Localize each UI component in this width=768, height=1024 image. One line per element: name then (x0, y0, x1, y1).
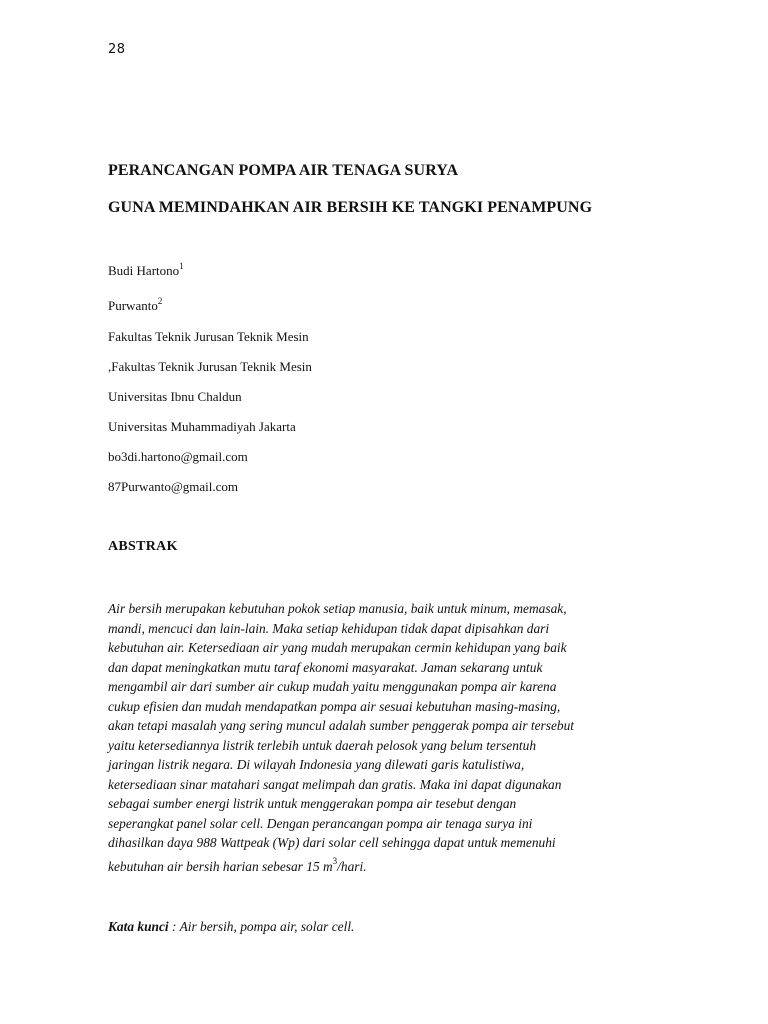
abstract-line: ketersediaan sinar matahari sangat melimpah dan gratis. Maka ini dapat digunakan (108, 776, 562, 792)
author-email-2: 87Purwanto@gmail.com (108, 479, 239, 494)
author-superscript: 1 (179, 261, 184, 271)
abstract-text: /hari. (337, 858, 367, 874)
abstract-line: jaringan listrik negara. Di wilayah Indonesia yang dilewati garis katulistiwa, (108, 757, 525, 772)
abstract-line: sebagai sumber energi listrik untuk menggerakan pompa air tesebut dengan (108, 796, 517, 811)
author-superscript: 2 (157, 296, 163, 306)
author-name: Budi Hartono (108, 263, 180, 278)
unit-superscript: 3 (332, 855, 338, 866)
author-1 (108, 263, 184, 279)
affiliation-1: Fakultas Teknik Jurusan Teknik Mesin (108, 329, 309, 344)
abstract-line: mengambil air dari sumber air cukup mudah yaitu menggunakan pompa air karena (108, 679, 557, 694)
affiliation-4: Universitas Muhammadiyah Jakarta (108, 419, 296, 434)
affiliation-2: ,Fakultas Teknik Jurusan Teknik Mesin (108, 359, 312, 374)
paper-title-line-1: PERANCANGAN POMPA AIR TENAGA SURYA (108, 162, 459, 179)
keywords-label: Kata kunci (108, 919, 169, 934)
abstract-text: kebutuhan air bersih harian sebesar 15 m (108, 858, 333, 874)
keywords-text: : Air bersih, pompa air, solar cell. (168, 919, 355, 934)
abstract-heading: ABSTRAK (108, 539, 178, 554)
abstract-line: yaitu ketersediannya listrik terlebih untuk daerah pelosok yang belum tersentuh (108, 737, 537, 753)
abstract-line-last (108, 857, 648, 877)
abstract-line: mandi, mencuci dan lain-lain. Maka setiap kehidupan tidak dapat dipisahkan dari (108, 620, 550, 636)
abstract-body (108, 599, 648, 876)
keywords (108, 919, 354, 935)
affiliation-3: Universitas Ibnu Chaldun (108, 389, 242, 404)
abstract-line: akan tetapi masalah yang sering muncul adalah sumber penggerak pompa air tersebut (108, 718, 575, 733)
author-2 (108, 298, 162, 314)
author-email-1: bo3di.hartono@gmail.com (108, 449, 248, 464)
abstract-line: dihasilkan daya 988 Wattpeak (Wp) dari solar cell sehingga dapat untuk memenuhi (108, 835, 556, 850)
abstract-line: dan dapat meningkatkan mutu taraf ekonomi masyarakat. Jaman sekarang untuk (108, 659, 543, 675)
page-number: 28 (108, 42, 126, 57)
author-name: Purwanto (108, 298, 158, 313)
abstract-line: kebutuhan air. Ketersediaan air yang mudah merupakan cermin kehidupan yang baik (108, 640, 567, 655)
abstract-line: cukup efisien dan mudah mendapatkan pompa air sesuai kebutuhan masing-masing, (108, 698, 561, 714)
paper-title-line-2: GUNA MEMINDAHKAN AIR BERSIH KE TANGKI PENAMPUNG (108, 199, 593, 216)
abstract-line: seperangkat panel solar cell. Dengan perancangan pompa air tenaga surya ini (108, 815, 533, 831)
abstract-line: Air bersih merupakan kebutuhan pokok setiap manusia, baik untuk minum, memasak, (108, 601, 567, 616)
